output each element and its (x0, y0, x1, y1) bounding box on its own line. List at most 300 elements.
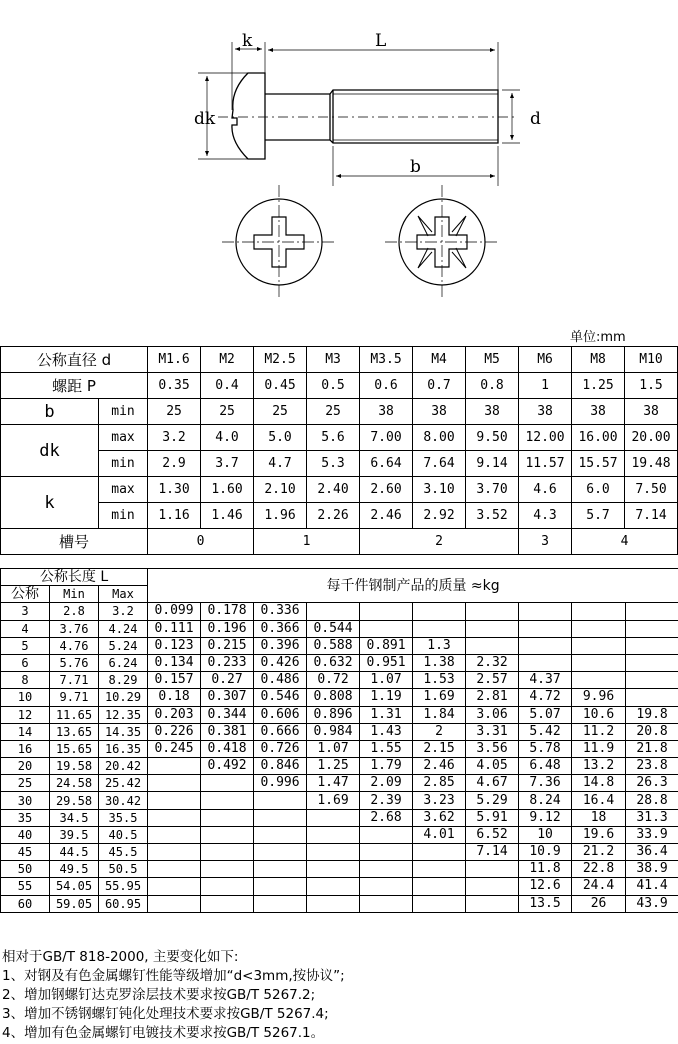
mass-value: 4.67 (466, 775, 519, 792)
mass-value: 7.14 (466, 844, 519, 861)
length-min: 49.5 (50, 861, 99, 878)
mass-value: 5.78 (519, 740, 572, 757)
length-max: 55.95 (99, 878, 148, 895)
length-min: 19.58 (50, 758, 99, 775)
mass-value (360, 895, 413, 912)
length-min: 4.76 (50, 637, 99, 654)
mass-value (307, 603, 360, 620)
length-max: 50.5 (99, 861, 148, 878)
mass-value (148, 878, 201, 895)
table-cell: 4.6 (519, 477, 572, 503)
mass-value: 0.196 (201, 620, 254, 637)
mass-value (626, 672, 678, 689)
length-min: 44.5 (50, 844, 99, 861)
mass-row (1, 603, 678, 620)
length-min: 59.05 (50, 895, 99, 912)
mass-value (360, 603, 413, 620)
mass-value: 11.2 (572, 723, 626, 740)
mass-row (1, 620, 678, 637)
unit-label: 单位:mm (570, 330, 626, 345)
mass-value: 0.984 (307, 723, 360, 740)
mass-value: 26.3 (626, 775, 678, 792)
table-cell: 0.35 (148, 373, 201, 399)
table-cell: 38 (360, 399, 413, 425)
length-max: 16.35 (99, 740, 148, 757)
table-cell: 1 (519, 373, 572, 399)
mass-value: 21.8 (626, 740, 678, 757)
mass-value (626, 689, 678, 706)
mass-value (254, 895, 307, 912)
length-max: 4.24 (99, 620, 148, 637)
note-line: 1、对钢及有色金属螺钉性能等级增加“d<3mm,按协议”; (2, 968, 345, 984)
mass-value (572, 672, 626, 689)
label-max: max (99, 425, 148, 451)
mass-value (413, 895, 466, 912)
mass-value: 1.84 (413, 706, 466, 723)
size-header: M5 (466, 347, 519, 373)
mass-value: 0.157 (148, 672, 201, 689)
mass-value (307, 878, 360, 895)
mass-value: 3.23 (413, 792, 466, 809)
table-cell: 12.00 (519, 425, 572, 451)
row-k-max (1, 477, 678, 503)
mass-value: 10.9 (519, 844, 572, 861)
label-dk: dk (194, 109, 216, 129)
length-max: 10.29 (99, 689, 148, 706)
mass-row (1, 895, 678, 912)
mass-value: 1.31 (360, 706, 413, 723)
table-cell: 7.64 (413, 451, 466, 477)
size-header: M8 (572, 347, 625, 373)
length-max: 8.29 (99, 672, 148, 689)
table-cell: 19.48 (625, 451, 678, 477)
length-nominal: 30 (1, 792, 50, 809)
mass-value: 20.8 (626, 723, 678, 740)
mass-value (254, 844, 307, 861)
table-cell: 3.2 (148, 425, 201, 451)
table-cell: 4.7 (254, 451, 307, 477)
length-nominal: 8 (1, 672, 50, 689)
mass-value (519, 603, 572, 620)
mass-value: 2.15 (413, 740, 466, 757)
mass-value: 26 (572, 895, 626, 912)
mass-value: 0.606 (254, 706, 307, 723)
recess-number: 4 (572, 529, 678, 555)
mass-value: 8.24 (519, 792, 572, 809)
mass-value (148, 895, 201, 912)
mass-value (572, 654, 626, 671)
length-nominal: 14 (1, 723, 50, 740)
mass-value: 10 (519, 826, 572, 843)
mass-row (1, 861, 678, 878)
mass-value: 31.3 (626, 809, 678, 826)
length-nominal: 45 (1, 844, 50, 861)
mass-value: 16.4 (572, 792, 626, 809)
mass-value: 4.01 (413, 826, 466, 843)
mass-row (1, 654, 678, 671)
mass-value: 6.52 (466, 826, 519, 843)
mass-value (413, 861, 466, 878)
header-min: Min (50, 586, 99, 603)
mass-value (201, 895, 254, 912)
mass-value: 0.996 (254, 775, 307, 792)
size-header: M3 (307, 347, 360, 373)
mass-value (466, 895, 519, 912)
size-header: M2.5 (254, 347, 307, 373)
mass-value: 0.226 (148, 723, 201, 740)
note-line: 3、增加不锈钢螺钉钝化处理技术要求按GB/T 5267.4; (2, 1006, 329, 1022)
length-min: 2.8 (50, 603, 99, 620)
length-max: 40.5 (99, 826, 148, 843)
mass-value (572, 637, 626, 654)
mass-value: 4.05 (466, 758, 519, 775)
mass-value: 2.81 (466, 689, 519, 706)
pozidriv-recess-view (385, 185, 498, 300)
mass-value: 33.9 (626, 826, 678, 843)
length-min: 39.5 (50, 826, 99, 843)
mass-value (307, 895, 360, 912)
recess-number: 3 (519, 529, 572, 555)
table-cell: 9.50 (466, 425, 519, 451)
label-d: d (530, 109, 541, 129)
mass-value: 1.69 (413, 689, 466, 706)
mass-value: 3.06 (466, 706, 519, 723)
table-cell: 1.96 (254, 503, 307, 529)
length-min: 15.65 (50, 740, 99, 757)
length-nominal: 10 (1, 689, 50, 706)
mass-value: 3.56 (466, 740, 519, 757)
mass-value: 22.8 (572, 861, 626, 878)
note-line: 4、增加有色金属螺钉电镀技术要求按GB/T 5267.1。 (2, 1025, 325, 1041)
length-min: 24.58 (50, 775, 99, 792)
note-line: 相对于GB/T 818-2000, 主要变化如下: (2, 949, 239, 965)
length-min: 7.71 (50, 672, 99, 689)
mass-value: 1.53 (413, 672, 466, 689)
mass-value: 1.38 (413, 654, 466, 671)
table-cell: 2.9 (148, 451, 201, 477)
table-cell: 9.14 (466, 451, 519, 477)
mass-value: 0.846 (254, 758, 307, 775)
length-nominal: 12 (1, 706, 50, 723)
mass-value (254, 809, 307, 826)
mass-value: 1.3 (413, 637, 466, 654)
phillips-recess-view (222, 185, 335, 300)
mass-row (1, 792, 678, 809)
mass-value (519, 620, 572, 637)
label-b: b (410, 157, 421, 177)
mass-value: 0.951 (360, 654, 413, 671)
label-dk: dk (1, 425, 99, 477)
mass-value: 0.111 (148, 620, 201, 637)
table-cell: 3.70 (466, 477, 519, 503)
recess-number: 2 (360, 529, 519, 555)
length-max: 60.95 (99, 895, 148, 912)
mass-value (413, 620, 466, 637)
mass-value: 9.12 (519, 809, 572, 826)
table-cell: 1.46 (201, 503, 254, 529)
size-header: M10 (625, 347, 678, 373)
mass-value (360, 844, 413, 861)
mass-value (519, 637, 572, 654)
label-b: b (1, 399, 99, 425)
mass-value: 18 (572, 809, 626, 826)
table-cell: 0.5 (307, 373, 360, 399)
table-cell: 38 (625, 399, 678, 425)
length-nominal: 3 (1, 603, 50, 620)
mass-row (1, 723, 678, 740)
mass-value: 0.544 (307, 620, 360, 637)
mass-value: 0.891 (360, 637, 413, 654)
mass-value (148, 809, 201, 826)
size-header: M1.6 (148, 347, 201, 373)
mass-value (254, 826, 307, 843)
size-header: M4 (413, 347, 466, 373)
mass-value: 0.178 (201, 603, 254, 620)
mass-value (626, 603, 678, 620)
table-cell: 1.5 (625, 373, 678, 399)
mass-value (519, 654, 572, 671)
label-L: L (375, 31, 387, 51)
mass-value (360, 878, 413, 895)
mass-row (1, 758, 678, 775)
mass-row (1, 672, 678, 689)
table-cell: 2.92 (413, 503, 466, 529)
length-min: 9.71 (50, 689, 99, 706)
mass-value: 14.8 (572, 775, 626, 792)
mass-value: 12.6 (519, 878, 572, 895)
mass-value (360, 861, 413, 878)
mass-value: 0.726 (254, 740, 307, 757)
mass-value (307, 826, 360, 843)
mass-value: 2.85 (413, 775, 466, 792)
length-nominal: 20 (1, 758, 50, 775)
length-min: 3.76 (50, 620, 99, 637)
recess-number: 0 (148, 529, 254, 555)
label-max: max (99, 477, 148, 503)
length-max: 25.42 (99, 775, 148, 792)
mass-value: 2.09 (360, 775, 413, 792)
table-cell: 25 (201, 399, 254, 425)
length-nominal: 4 (1, 620, 50, 637)
mass-value (307, 861, 360, 878)
mass-value (466, 878, 519, 895)
row-dk-max (1, 425, 678, 451)
table-cell: 5.3 (307, 451, 360, 477)
mass-value: 0.396 (254, 637, 307, 654)
table-cell: 4.3 (519, 503, 572, 529)
row-nominal-diameter (1, 347, 678, 373)
mass-row (1, 826, 678, 843)
mass-value: 0.546 (254, 689, 307, 706)
mass-value: 0.344 (201, 706, 254, 723)
mass-value: 0.588 (307, 637, 360, 654)
mass-value: 19.6 (572, 826, 626, 843)
mass-value: 2.32 (466, 654, 519, 671)
mass-value: 0.632 (307, 654, 360, 671)
mass-value: 5.42 (519, 723, 572, 740)
table-cell: 6.0 (572, 477, 625, 503)
mass-value: 38.9 (626, 861, 678, 878)
table-cell: 38 (466, 399, 519, 425)
mass-value: 11.8 (519, 861, 572, 878)
mass-value: 0.896 (307, 706, 360, 723)
mass-value (307, 809, 360, 826)
length-nominal: 40 (1, 826, 50, 843)
mass-value (413, 603, 466, 620)
header-nominal-diameter: 公称直径 d (1, 347, 148, 373)
label-min: min (99, 503, 148, 529)
length-nominal: 55 (1, 878, 50, 895)
mass-value (201, 861, 254, 878)
length-min: 34.5 (50, 809, 99, 826)
mass-value: 1.07 (307, 740, 360, 757)
mass-value (572, 620, 626, 637)
table-cell: 5.7 (572, 503, 625, 529)
mass-value: 0.245 (148, 740, 201, 757)
table-cell: 0.7 (413, 373, 466, 399)
mass-value: 0.099 (148, 603, 201, 620)
mass-row (1, 775, 678, 792)
table-cell: 25 (148, 399, 201, 425)
mass-value: 36.4 (626, 844, 678, 861)
table-cell: 2.40 (307, 477, 360, 503)
mass-value: 2.68 (360, 809, 413, 826)
mass-value: 1.79 (360, 758, 413, 775)
mass-value: 0.486 (254, 672, 307, 689)
mass-value (201, 792, 254, 809)
mass-value: 19.8 (626, 706, 678, 723)
table-cell: 15.57 (572, 451, 625, 477)
mass-value (360, 826, 413, 843)
table-cell: 7.14 (625, 503, 678, 529)
mass-value: 9.96 (572, 689, 626, 706)
table-cell: 5.6 (307, 425, 360, 451)
table-cell: 8.00 (413, 425, 466, 451)
table-cell: 20.00 (625, 425, 678, 451)
header-nominal: 公称 (1, 586, 50, 603)
mass-value: 0.426 (254, 654, 307, 671)
mass-value: 0.366 (254, 620, 307, 637)
table-cell: 1.16 (148, 503, 201, 529)
length-max: 20.42 (99, 758, 148, 775)
mass-value: 2.39 (360, 792, 413, 809)
mass-value (148, 775, 201, 792)
mass-value: 1.55 (360, 740, 413, 757)
table-cell: 2.46 (360, 503, 413, 529)
table-cell: 3.10 (413, 477, 466, 503)
table-cell: 7.00 (360, 425, 413, 451)
table-cell: 25 (307, 399, 360, 425)
mass-row (1, 706, 678, 723)
mass-row (1, 844, 678, 861)
length-nominal: 50 (1, 861, 50, 878)
table-cell: 0.8 (466, 373, 519, 399)
size-header: M6 (519, 347, 572, 373)
mass-value (360, 620, 413, 637)
size-header: M2 (201, 347, 254, 373)
label-min: min (99, 399, 148, 425)
label-pitch: 螺距 P (1, 373, 148, 399)
mass-value: 1.07 (360, 672, 413, 689)
header-mass: 每千件钢制产品的质量 ≈kg (148, 569, 678, 603)
table-cell: 2.26 (307, 503, 360, 529)
length-max: 14.35 (99, 723, 148, 740)
table-cell: 38 (519, 399, 572, 425)
mass-row (1, 740, 678, 757)
screw-drawing (0, 0, 678, 330)
mass-value: 23.8 (626, 758, 678, 775)
mass-value: 0.215 (201, 637, 254, 654)
mass-value: 4.72 (519, 689, 572, 706)
mass-value (466, 603, 519, 620)
mass-value: 0.381 (201, 723, 254, 740)
length-min: 11.65 (50, 706, 99, 723)
label-recess-no: 槽号 (1, 529, 148, 555)
mass-value: 2 (413, 723, 466, 740)
table-cell: 1.25 (572, 373, 625, 399)
mass-value (148, 844, 201, 861)
header-nominal-length: 公称长度 L (1, 569, 148, 586)
length-max: 45.5 (99, 844, 148, 861)
row-b (1, 399, 678, 425)
mass-value: 3.31 (466, 723, 519, 740)
dimension-spec-table (0, 346, 678, 555)
table-cell: 38 (572, 399, 625, 425)
mass-value: 3.62 (413, 809, 466, 826)
mass-value (254, 878, 307, 895)
mass-value: 0.18 (148, 689, 201, 706)
revision-notes (2, 948, 345, 1043)
table-cell: 3.7 (201, 451, 254, 477)
mass-per-1000-table (0, 568, 678, 913)
mass-value (201, 878, 254, 895)
mass-value: 5.91 (466, 809, 519, 826)
mass-row (1, 809, 678, 826)
mass-value (148, 861, 201, 878)
mass-value (201, 826, 254, 843)
row-dk-min (1, 451, 678, 477)
mass-value: 1.43 (360, 723, 413, 740)
mass-value: 13.2 (572, 758, 626, 775)
mass-value (626, 620, 678, 637)
length-min: 5.76 (50, 654, 99, 671)
table-cell: 11.57 (519, 451, 572, 477)
mass-value (626, 637, 678, 654)
table-cell: 1.30 (148, 477, 201, 503)
row-k-min (1, 503, 678, 529)
mass-value: 1.69 (307, 792, 360, 809)
table-cell: 2.10 (254, 477, 307, 503)
mass-value: 41.4 (626, 878, 678, 895)
mass-value (466, 861, 519, 878)
mass-value (254, 861, 307, 878)
mass-value (201, 775, 254, 792)
mass-value: 1.47 (307, 775, 360, 792)
mass-value (413, 878, 466, 895)
table-cell: 16.00 (572, 425, 625, 451)
mass-value (254, 792, 307, 809)
mass-value: 11.9 (572, 740, 626, 757)
table-cell: 5.0 (254, 425, 307, 451)
mass-row (1, 689, 678, 706)
table-cell: 6.64 (360, 451, 413, 477)
table-cell: 7.50 (625, 477, 678, 503)
mass-value: 5.07 (519, 706, 572, 723)
length-max: 3.2 (99, 603, 148, 620)
mass-row (1, 637, 678, 654)
recess-number: 1 (254, 529, 360, 555)
mass-value (148, 758, 201, 775)
